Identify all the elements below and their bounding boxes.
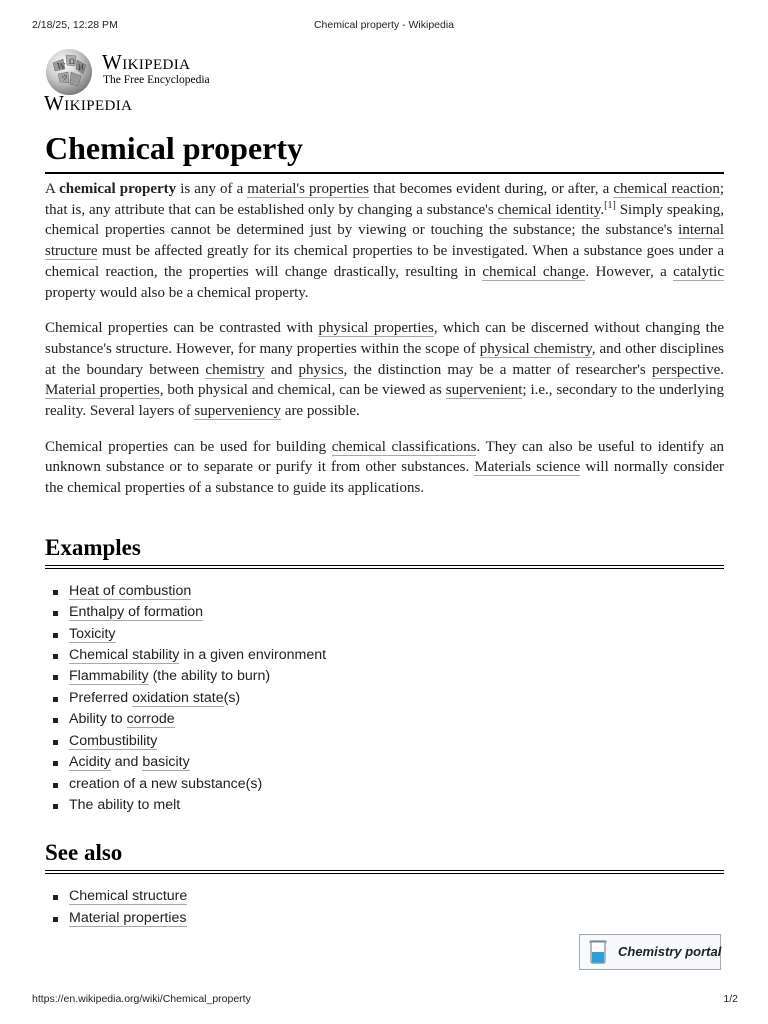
citation-1[interactable]: [1] — [604, 199, 616, 211]
list-item — [45, 688, 724, 709]
text: Preferred — [69, 689, 133, 706]
link-material-properties[interactable]: Material properties — [45, 382, 160, 399]
text: ; that is, any attribute that can be established only by changing a substance's — [45, 181, 724, 218]
text: will normally consider the chemical properties of a substance to guide its applications. — [45, 459, 725, 497]
link-flammability[interactable]: Flammability — [69, 668, 149, 685]
text: A — [45, 181, 60, 197]
link-combustibility[interactable]: Combustibility — [69, 732, 158, 749]
text: are possible. — [281, 403, 360, 420]
link-chemical-classifications[interactable]: chemical classifications — [331, 438, 477, 455]
wikipedia-wordmark: Wikipedia — [102, 50, 191, 74]
wikipedia-wordmark-secondary: Wikipedia — [44, 91, 133, 115]
wikipedia-globe-icon — [43, 45, 95, 97]
text: , the distinction may be a matter of researcher's — [343, 361, 652, 378]
text: . However, a — [585, 263, 674, 280]
list-item — [45, 709, 724, 730]
link-chemical-change[interactable]: chemical change — [482, 263, 586, 280]
link-chemical-identity[interactable]: chemical identity — [497, 201, 601, 218]
link-perspective[interactable]: perspective — [651, 361, 721, 378]
list-item — [45, 624, 724, 645]
text: . — [600, 201, 605, 218]
link-basicity[interactable]: basicity — [142, 754, 190, 771]
text: that becomes evident during, or after, a — [369, 181, 614, 197]
text: Chemical properties can be contrasted with — [45, 320, 319, 337]
article-content — [45, 126, 725, 959]
print-url: https://en.wikipedia.org/wiki/Chemical_property — [32, 993, 251, 1005]
text: . — [720, 361, 724, 378]
text: (s) — [223, 689, 241, 706]
link-materials-properties[interactable]: material's properties — [247, 181, 370, 197]
chemistry-portal-box[interactable] — [579, 934, 721, 970]
svg-text:Ω: Ω — [69, 58, 75, 66]
text: ; i.e., secondary to the underlying reality. Several layers of — [45, 382, 725, 420]
print-page-title: Chemical property - Wikipedia — [313, 19, 455, 31]
link-supervenient[interactable]: supervenient — [445, 382, 523, 399]
section-heading-see-also: See also — [45, 838, 724, 874]
link-corrode[interactable]: corrode — [126, 711, 175, 728]
print-page-number: 1/2 — [723, 993, 738, 1005]
text: Ability to — [69, 711, 127, 728]
wikipedia-logo[interactable] — [43, 45, 293, 117]
text: , both physical and chemical, can be viewed as — [159, 382, 446, 399]
link-oxidation-state[interactable]: oxidation state — [132, 689, 224, 706]
link-chemical-structure[interactable]: Chemical structure — [69, 888, 188, 905]
bold-term: chemical property — [59, 181, 177, 197]
link-heat-of-combustion[interactable]: Heat of combustion — [69, 582, 192, 599]
svg-text:И: И — [78, 64, 85, 72]
list-item — [45, 645, 724, 666]
link-acidity[interactable]: Acidity — [69, 754, 111, 771]
paragraph-3 — [45, 437, 724, 499]
wikipedia-tagline: The Free Encyclopedia — [103, 74, 210, 86]
text: Simply speaking, chemical properties cannot be determined just by viewing or touching the substance; the substance's — [45, 201, 724, 239]
text: , which can be discerned without changing the substance's structure. However, for many properties within the scope of — [45, 320, 724, 357]
text: Chemical properties can be used for building — [45, 438, 332, 455]
list-item — [45, 602, 724, 623]
link-physical-properties[interactable]: physical properties — [318, 320, 434, 337]
see-also-list — [45, 886, 724, 929]
page-title: Chemical property — [45, 126, 724, 174]
list-item — [45, 886, 724, 907]
link-chemistry[interactable]: chemistry — [205, 361, 265, 378]
text: must be affected greatly for its chemical properties to be investigated. When a substance goes under a chemical reaction, the properties will change drastically, resulting in — [45, 243, 724, 280]
svg-text:ウ: ウ — [61, 74, 68, 82]
section-heading-examples: Examples — [45, 533, 724, 569]
text: (the ability to burn) — [148, 668, 271, 685]
text: and — [264, 361, 299, 378]
link-internal-structure[interactable]: internal structure — [45, 222, 724, 260]
svg-text:W: W — [57, 62, 66, 71]
link-enthalpy-of-formation[interactable]: Enthalpy of formation — [69, 604, 204, 621]
link-superveniency[interactable]: superveniency — [194, 403, 282, 420]
list-item — [45, 908, 724, 929]
list-item — [45, 774, 724, 795]
examples-list — [45, 581, 724, 816]
text: The ability to melt — [69, 796, 181, 813]
beaker-icon — [588, 939, 608, 965]
list-item — [45, 795, 724, 816]
list-item — [45, 752, 724, 773]
print-date: 2/18/25, 12:28 PM — [32, 19, 118, 31]
link-physics[interactable]: physics — [298, 361, 344, 378]
link-material-properties-see-also[interactable]: Material properties — [69, 909, 187, 926]
link-catalytic[interactable]: catalytic — [673, 263, 724, 280]
link-toxicity[interactable]: Toxicity — [69, 625, 116, 642]
text: property would also be a chemical property. — [45, 284, 309, 301]
link-chemical-stability[interactable]: Chemical stability — [69, 647, 180, 664]
text: is any of a — [176, 181, 248, 197]
text: and — [110, 754, 143, 771]
list-item — [45, 581, 724, 602]
lead-paragraph — [45, 179, 724, 303]
text: creation of a new substance(s) — [69, 775, 263, 792]
link-chemical-reaction[interactable]: chemical reaction — [613, 181, 720, 197]
text: in a given environment — [179, 647, 327, 664]
list-item — [45, 666, 724, 687]
link-physical-chemistry[interactable]: physical chemistry — [479, 340, 592, 357]
link-materials-science[interactable]: Materials science — [474, 459, 581, 476]
chemistry-portal-link[interactable]: Chemistry portal — [618, 944, 722, 959]
text: , and other disciplines at the boundary between — [45, 340, 724, 378]
paragraph-2 — [45, 318, 724, 422]
list-item — [45, 731, 724, 752]
text: . They can also be useful to identify an unknown substance or to separate or purify it from other substances. — [45, 438, 725, 476]
